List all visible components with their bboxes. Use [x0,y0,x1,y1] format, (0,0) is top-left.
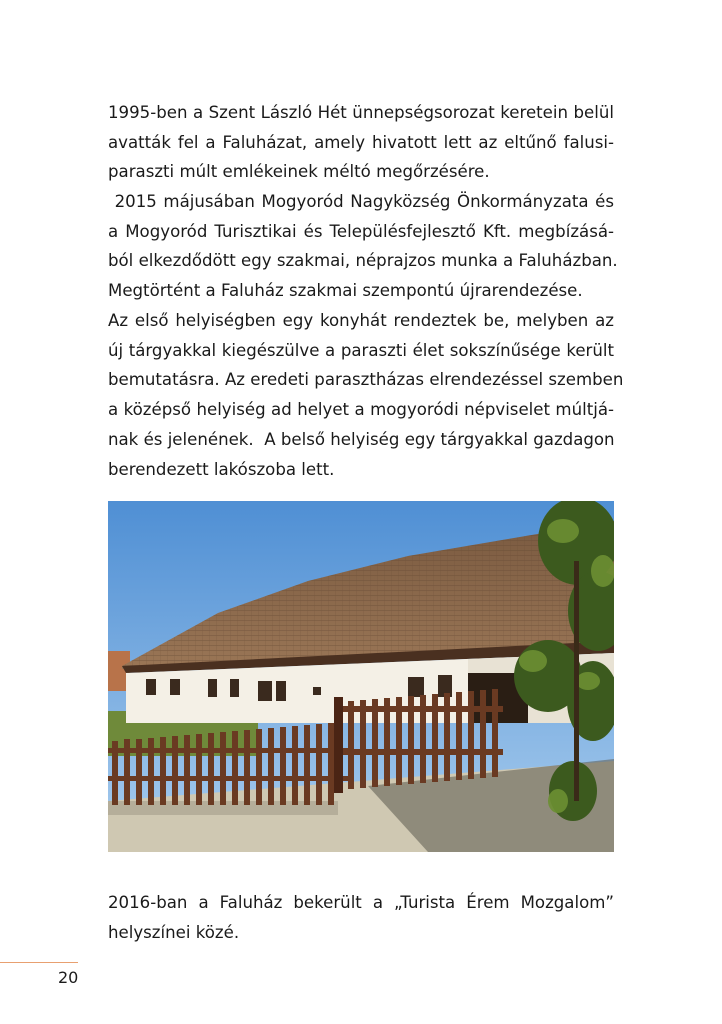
text-line: új tárgyakkal kiegészülve a paraszti élet sokszínűsége került [108,340,614,360]
text-line: berendezett lakószoba lett. [108,459,335,479]
text-line: Az első helyiségben egy konyhát rendeztek be, melyben az [108,311,614,330]
paragraph-4 [108,888,614,947]
text-line: paraszti múlt emlékeinek méltó megőrzésére. [108,162,490,182]
tree-trunk [574,561,579,801]
text-line: a középső helyiség ad helyet a mogyoródi népviselet múltjá- [108,400,614,420]
page-number: 20 [58,968,79,987]
text-line: Megtörtént a Faluház szakmai szempontú újrarendezése. [108,281,583,301]
paragraph-3 [108,306,624,484]
text-line: bemutatásra. Az eredeti parasztházas elrendezéssel szemben [108,370,624,390]
text-line: 1995-ben a Szent László Hét ünnepségsorozat keretein belül [108,103,614,122]
text-line: helyszínei közé. [108,922,240,942]
paragraph-2 [108,187,618,306]
text-line: ból elkezdődött egy szakmai, néprajzos munka a Faluházban. [108,251,618,271]
paragraph-1 [108,98,614,187]
text-line: 2015 májusában Mogyoród Nagyközség Önkormányzata és [108,192,614,211]
footer-rule [0,962,78,963]
text-line: 2016-ban a Faluház bekerült a „Turista Érem Mozgalom” [108,893,614,912]
faluhaz-photo [108,501,614,852]
text-line: a Mogyoród Turisztikai és Településfejlesztő Kft. megbízásá- [108,221,614,241]
text-line: nak és jelenének. A belső helyiség egy tárgyakkal gazdagon [108,429,615,449]
text-line: avatták fel a Faluházat, amely hivatott lett az eltűnő falusi- [108,132,614,152]
